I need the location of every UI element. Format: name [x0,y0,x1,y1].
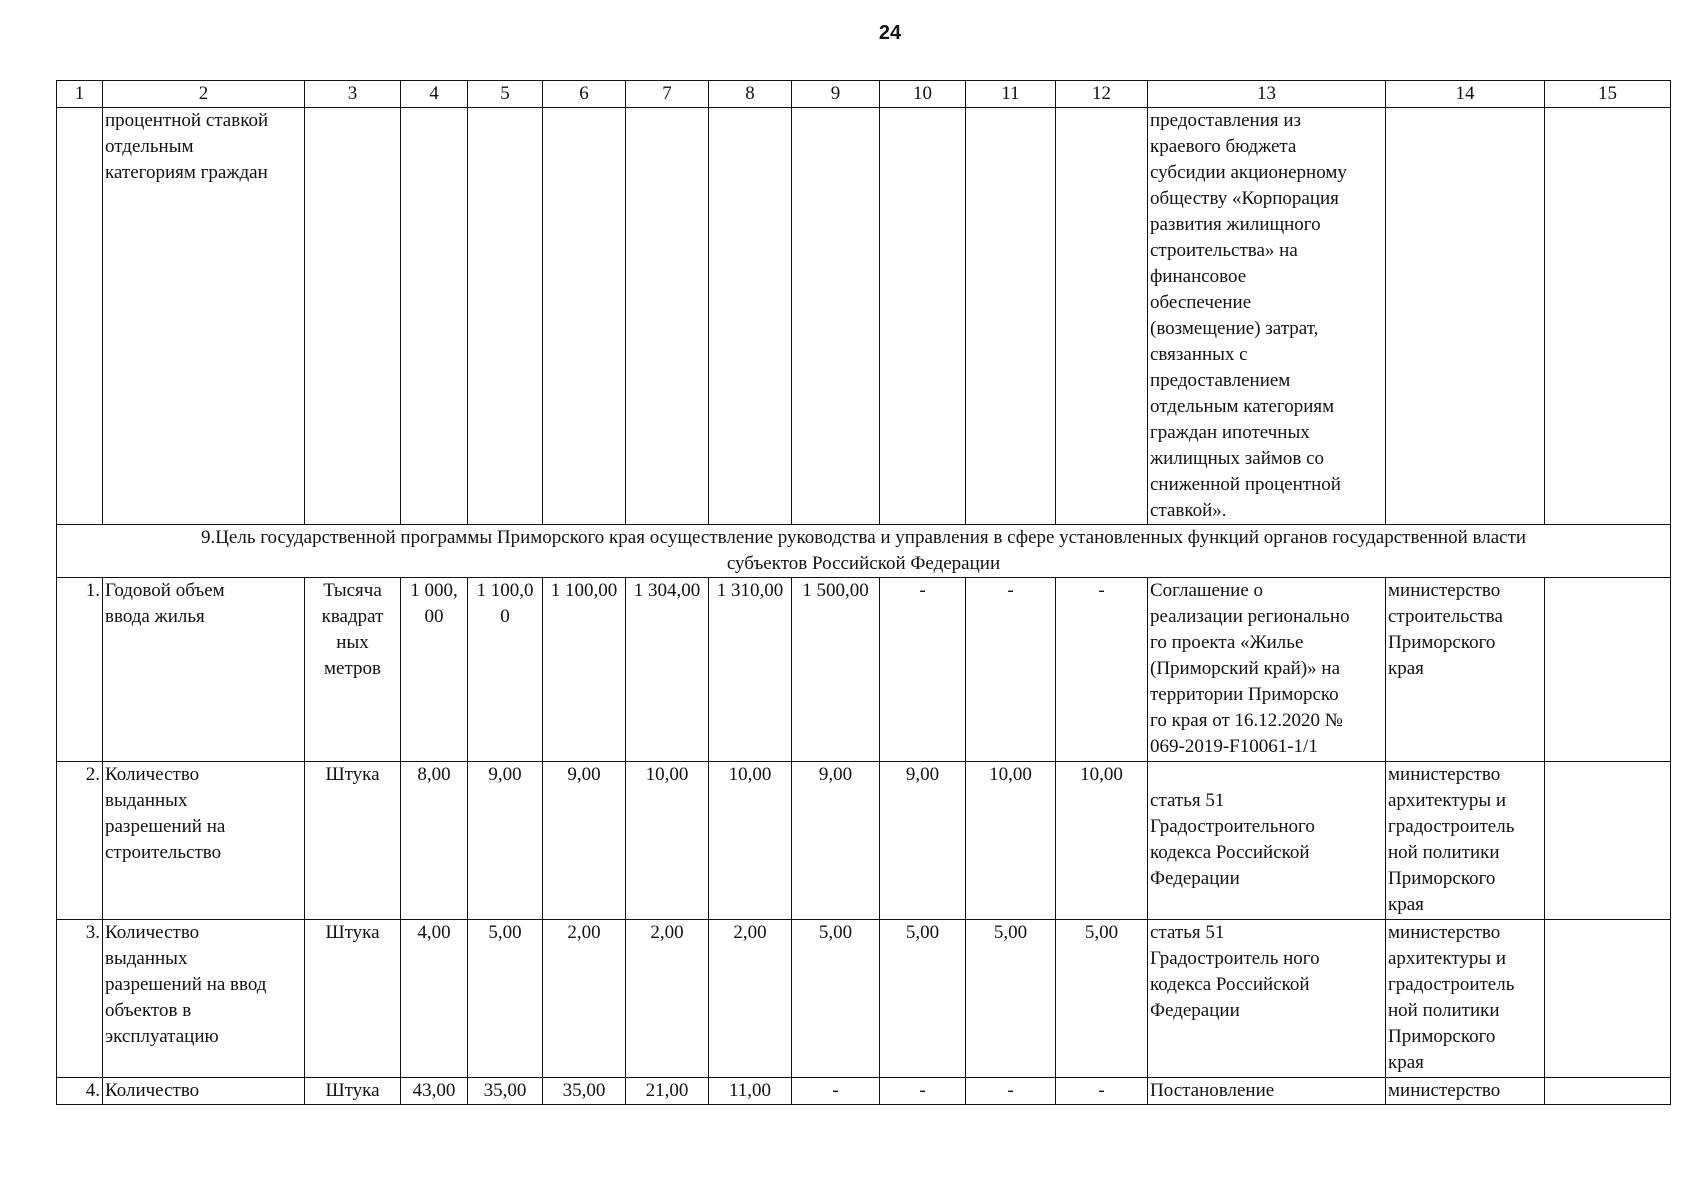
indicators-table [56,80,1671,1105]
goal-text: 9.Цель государственной программы Приморского края осуществление руководства и управления в сфере установленных функций органов государственной власти субъектов Российской Федерации [200,527,1527,574]
cell-empty [543,108,626,525]
cell-value: 10,00 [626,762,709,920]
cell-name: Количество выданных разрешений на ввод объектов в эксплуатацию [105,922,267,1047]
cell-value: 9,00 [468,762,543,920]
cell-basis: статья 51 Градостроительного кодекса Российской Федерации [1150,790,1315,889]
cell-empty [966,108,1056,525]
cell-value: 1 304,00 [626,578,709,762]
cell-responsible: министерство архитектуры и градостроитель ной политики Приморского края [1388,922,1515,1073]
cell-value: 10,00 [1056,762,1148,920]
column-number: 7 [626,81,709,108]
cell-value: - [880,1078,966,1105]
cell-value: 9,00 [543,762,626,920]
column-number: 4 [401,81,468,108]
cell-basis: Постановление [1148,1078,1386,1105]
cell-value: 5,00 [1056,920,1148,1078]
table-row [57,762,1671,920]
cell-c15 [1545,762,1671,920]
column-number: 2 [103,81,305,108]
cell-c15 [1545,578,1671,762]
column-number: 1 [57,81,103,108]
cell-value: 10,00 [709,762,792,920]
cell-unit: Штука [305,920,401,1078]
cell-value: 9,00 [792,762,880,920]
cell-name: Годовой объем ввода жилья [105,580,225,627]
column-number: 8 [709,81,792,108]
cell-num: 1. [57,578,103,762]
cell-value: 5,00 [880,920,966,1078]
cell-empty [709,108,792,525]
cell-empty [626,108,709,525]
cell-c15 [1545,1078,1671,1105]
cell-value: - [792,1078,880,1105]
cell-unit: Штука [305,762,401,920]
cell-value: 1 500,00 [792,578,880,762]
cell-name: Количество выданных разрешений на строительство [105,764,226,863]
cell-value: 5,00 [792,920,880,1078]
cell-value: 5,00 [468,920,543,1078]
cell-empty [401,108,468,525]
table-row [57,578,1671,762]
cell-empty [792,108,880,525]
cell-value: 43,00 [401,1078,468,1105]
column-number: 11 [966,81,1056,108]
cell-c15 [1545,920,1671,1078]
cell-value: 21,00 [626,1078,709,1105]
cell-value: - [966,578,1056,762]
cell-responsible [1386,108,1545,525]
cell-value: 35,00 [543,1078,626,1105]
cell-value: - [966,1078,1056,1105]
cell-value: 2,00 [709,920,792,1078]
column-number: 13 [1148,81,1386,108]
cell-value: 2,00 [543,920,626,1078]
cell-basis: Соглашение о реализации регионально го проекта «Жилье (Приморский край)» на территории Приморско го края от 16.12.2020 № 069-2019-F10061-1/1 [1150,580,1350,757]
cell-value: 1 100,0 0 [476,580,534,627]
cell-value: 1 310,00 [709,578,792,762]
cell-empty [468,108,543,525]
cell-name: процентной ставкой отдельным категориям граждан [105,110,269,183]
cell-value: 1 000, 00 [410,580,458,627]
cell-empty [1056,108,1148,525]
column-number: 6 [543,81,626,108]
cell-responsible: министерство строительства Приморского края [1388,580,1503,679]
page-number: 24 [878,22,902,44]
column-number-row [57,81,1671,108]
cell-value: 8,00 [401,762,468,920]
cell-empty [880,108,966,525]
column-number: 9 [792,81,880,108]
table-row [57,920,1671,1078]
cell-unit: Тысяча квадрат ных метров [321,580,384,679]
cell-num [57,108,103,525]
cell-value: 5,00 [966,920,1056,1078]
cell-basis: предоставления из краевого бюджета субсидии акционерному обществу «Корпорация развития жилищного строительства» на финансовое обеспечение (возмещение) затрат, связанных с предоставлением отдельным категориям граждан ипотечных жилищных займов со сниженной процентной ставкой». [1150,110,1347,521]
table-row [57,1078,1671,1105]
cell-num: 3. [57,920,103,1078]
cell-num: 4. [57,1078,103,1105]
cell-value: - [1056,578,1148,762]
column-number: 12 [1056,81,1148,108]
cell-value: 2,00 [626,920,709,1078]
cell-value: - [1056,1078,1148,1105]
cell-value: 1 100,00 [543,578,626,762]
cell-name: Количество [103,1078,305,1105]
cell-responsible: министерство [1386,1078,1545,1105]
cell-value: 10,00 [966,762,1056,920]
cell-empty [305,108,401,525]
cell-value: 4,00 [401,920,468,1078]
column-number: 5 [468,81,543,108]
column-number: 10 [880,81,966,108]
cell-unit: Штука [305,1078,401,1105]
cell-value: 9,00 [880,762,966,920]
goal-row [57,525,1671,578]
cell-c15 [1545,108,1671,525]
column-number: 15 [1545,81,1671,108]
cell-value: 11,00 [709,1078,792,1105]
column-number: 3 [305,81,401,108]
cell-responsible: министерство архитектуры и градостроитель ной политики Приморского края [1388,764,1515,915]
column-number: 14 [1386,81,1545,108]
cell-basis: статья 51 Градостроитель ного кодекса Российской Федерации [1150,922,1320,1021]
cell-num: 2. [57,762,103,920]
cell-value: 35,00 [468,1078,543,1105]
cell-value: - [880,578,966,762]
continuation-row [57,108,1671,525]
